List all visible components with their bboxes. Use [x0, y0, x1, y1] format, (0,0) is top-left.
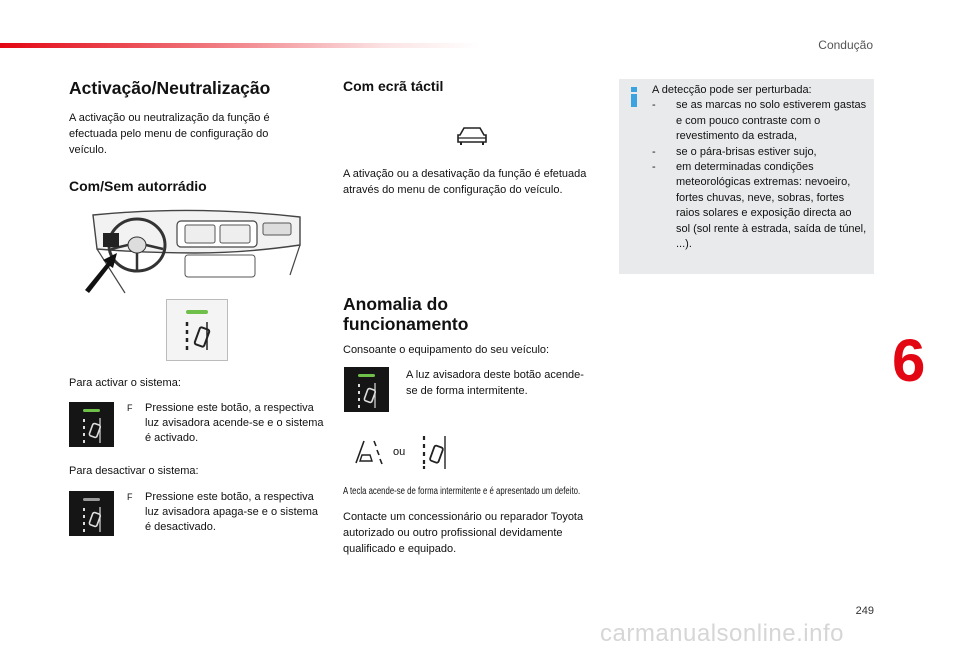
touchscreen-title: Com ecrã táctil — [343, 78, 444, 94]
info-icon — [631, 87, 637, 107]
info-lead: A detecção pode ser perturbada: — [652, 84, 812, 96]
deactivate-step — [127, 490, 325, 535]
info-item: - se as marcas no solo estiverem gastas e com pouco contraste com o revestimento da estrada, — [652, 99, 867, 143]
activation-intro: A activação ou neutralização da função é efectuada pelo menu de configuração do veículo. — [69, 112, 270, 156]
lane-button-image — [166, 299, 228, 361]
activate-label: Para activar o sistema: — [69, 377, 181, 389]
car-icon — [456, 125, 488, 147]
watermark: carmanualsonline.info — [600, 620, 844, 647]
activation-title: Activação/Neutralização — [69, 78, 271, 98]
lane-warning-icon — [352, 437, 386, 467]
activate-step-text: Pressione este botão, a respectiva luz avisadora acende-se e o sistema é activado. — [145, 402, 324, 444]
info-item: - se o pára-brisas estiver sujo, — [652, 145, 817, 158]
fault-button-icon — [344, 367, 389, 412]
page-number: 249 — [855, 605, 874, 617]
deactivate-label: Para desactivar o sistema: — [69, 465, 199, 477]
fault-led-text: A luz avisadora deste botão acende-se de forma intermitente. — [406, 369, 584, 397]
or-text: ou — [393, 446, 406, 458]
info-box — [619, 79, 874, 274]
fault-note: A tecla acende-se de forma intermitente e é apresentado um defeito. — [343, 486, 581, 497]
activate-button-icon — [69, 402, 114, 447]
dashboard-illustration — [85, 205, 305, 295]
info-item: - em determinadas condições meteorológicas extremas: nevoeiro, fortes chuvas, neve, sobras, fortes raios solares e exposição directa ao sol (sol rente à estrada, saída de túnel, ...). — [652, 161, 867, 251]
lane-button-symbol-icon — [420, 434, 450, 470]
section-title: Condução — [818, 38, 873, 52]
touchscreen-text: A ativação ou a desativação da função é efetuada através do menu de configuração do veículo. — [343, 168, 587, 196]
bullet-icon: F — [127, 403, 133, 413]
activate-step — [127, 401, 325, 446]
header-accent-bar — [0, 43, 480, 48]
deactivate-button-icon — [69, 491, 114, 536]
bullet-icon: F — [127, 492, 133, 502]
deactivate-step-text: Pressione este botão, a respectiva luz avisadora apaga-se e o sistema é desactivado. — [145, 491, 319, 533]
chapter-number: 6 — [892, 327, 926, 394]
radio-subtitle: Com/Sem autorrádio — [69, 178, 207, 194]
fault-title: Anomalia do funcionamento — [343, 294, 469, 334]
fault-intro: Consoante o equipamento do seu veículo: — [343, 344, 550, 356]
contact-text: Contacte um concessionário ou reparador Toyota autorizado ou outro profissional devidamente qualificado e equipado. — [343, 511, 584, 555]
